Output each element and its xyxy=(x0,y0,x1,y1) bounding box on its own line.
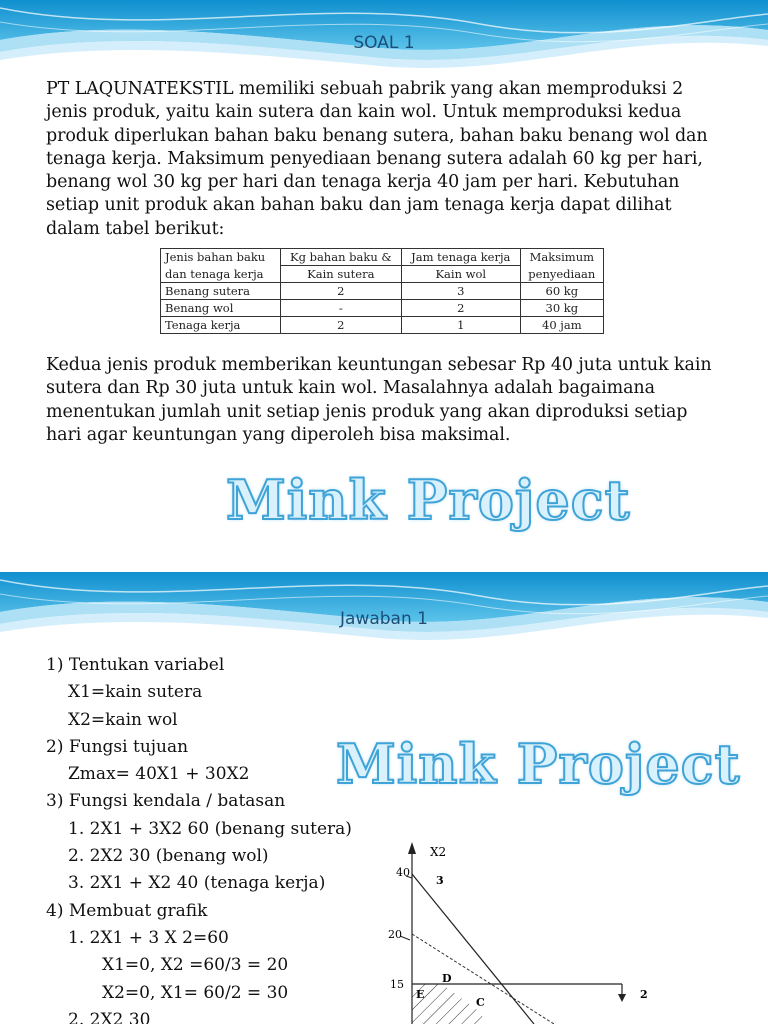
table-header-cell: penyediaan xyxy=(520,266,603,283)
table-header-cell: Jenis bahan baku xyxy=(161,249,281,266)
table-header-cell: Maksimum xyxy=(520,249,603,266)
solution-step-line: 2) Fungsi tujuan xyxy=(46,736,189,757)
solution-steps-list xyxy=(46,652,376,1024)
tick-label-20: 20 xyxy=(388,928,402,941)
table-cell: 2 xyxy=(401,300,520,317)
x2-axis-label: X2 xyxy=(430,845,447,859)
solution-step-line: X1=kain sutera xyxy=(68,682,203,703)
slide-jawaban-1 xyxy=(0,572,768,1024)
solution-step-line: 4) Membuat grafik xyxy=(46,900,208,921)
point-label-c: C xyxy=(476,996,485,1009)
table-header-cell: Kain sutera xyxy=(280,266,401,283)
table-header-cell: Kg bahan baku & xyxy=(280,249,401,266)
solution-step-line: Zmax= 40X1 + 30X2 xyxy=(68,764,250,785)
objective-paragraph: Kedua jenis produk memberikan keuntungan sebesar Rp 40 juta untuk kain sutera dan Rp 30 juta untuk kain wol. Masalahnya adalah bagaimana menentukan jumlah unit setiap jenis produk yang akan diproduksi setiap hari agar keuntungan yang diperoleh bisa maksimal. xyxy=(46,355,712,445)
solution-step-line: 1. 2X1 + 3X2 60 (benang sutera) xyxy=(68,818,352,839)
requirements-table xyxy=(160,248,604,334)
solution-step-line: X1=0, X2 =60/3 = 20 xyxy=(102,955,289,976)
table-cell: 30 kg xyxy=(520,300,603,317)
solution-step-line: 2. 2X2 30 (benang wol) xyxy=(68,846,269,867)
table-cell: Benang sutera xyxy=(161,283,281,300)
table-header-cell: Jam tenaga kerja xyxy=(401,249,520,266)
tick-label-15: 15 xyxy=(390,978,404,991)
table-header-cell: Kain wol xyxy=(401,266,520,283)
table-row xyxy=(161,300,604,317)
tick-label-40: 40 xyxy=(396,866,410,879)
solution-step-line: 2. 2X2 30 xyxy=(68,1009,151,1024)
slide-title: SOAL 1 xyxy=(353,33,415,53)
table-cell: 2 xyxy=(280,283,401,300)
table-header-cell: dan tenaga kerja xyxy=(161,266,281,283)
table-header-row xyxy=(161,266,604,283)
watermark-logo: Mink Project xyxy=(226,468,631,532)
line-label-3: 3 xyxy=(436,874,444,887)
table-row xyxy=(161,283,604,300)
table-row xyxy=(161,317,604,334)
table-cell: Benang wol xyxy=(161,300,281,317)
point-label-e: E xyxy=(416,988,425,1001)
feasible-region-graph xyxy=(384,834,734,1024)
slide-title: Jawaban 1 xyxy=(340,609,428,629)
table-header-row xyxy=(161,249,604,266)
solution-step-line: 3) Fungsi kendala / batasan xyxy=(46,791,286,812)
table-cell: 3 xyxy=(401,283,520,300)
line-label-2: 2 xyxy=(640,988,648,1001)
table-cell: - xyxy=(280,300,401,317)
table-cell: 60 kg xyxy=(520,283,603,300)
point-label-d: D xyxy=(442,972,452,985)
solution-step-line: X2=kain wol xyxy=(68,709,178,730)
solution-step-line: 1. 2X1 + 3 X 2=60 xyxy=(68,927,229,948)
table-cell: Tenaga kerja xyxy=(161,317,281,334)
solution-step-line: 3. 2X1 + X2 40 (tenaga kerja) xyxy=(68,873,326,894)
table-cell: 40 jam xyxy=(520,317,603,334)
x2-axis-arrow xyxy=(408,842,416,854)
solution-step-line: X2=0, X1= 60/2 = 30 xyxy=(102,982,289,1003)
solution-step-line: 1) Tentukan variabel xyxy=(46,655,225,675)
table-cell: 1 xyxy=(401,317,520,334)
table-cell: 2 xyxy=(280,317,401,334)
problem-paragraph: PT LAQUNATEKSTIL memiliki sebuah pabrik yang akan memproduksi 2 jenis produk, yaitu kain sutera dan kain wol. Untuk memproduksi kedua produk diperlukan bahan baku benang sutera, bahan baku benang wol dan tenaga kerja. Maksimum penyediaan benang sutera adalah 60 kg per hari, benang wol 30 kg per hari dan tenaga kerja 40 jam per hari. Kebutuhan setiap unit produk akan bahan baku dan jam tenaga kerja dapat dilihat dalam tabel berikut: xyxy=(46,79,708,239)
constraint-line-2-arrowhead xyxy=(618,994,626,1002)
watermark-logo: Mink Project xyxy=(336,732,741,796)
